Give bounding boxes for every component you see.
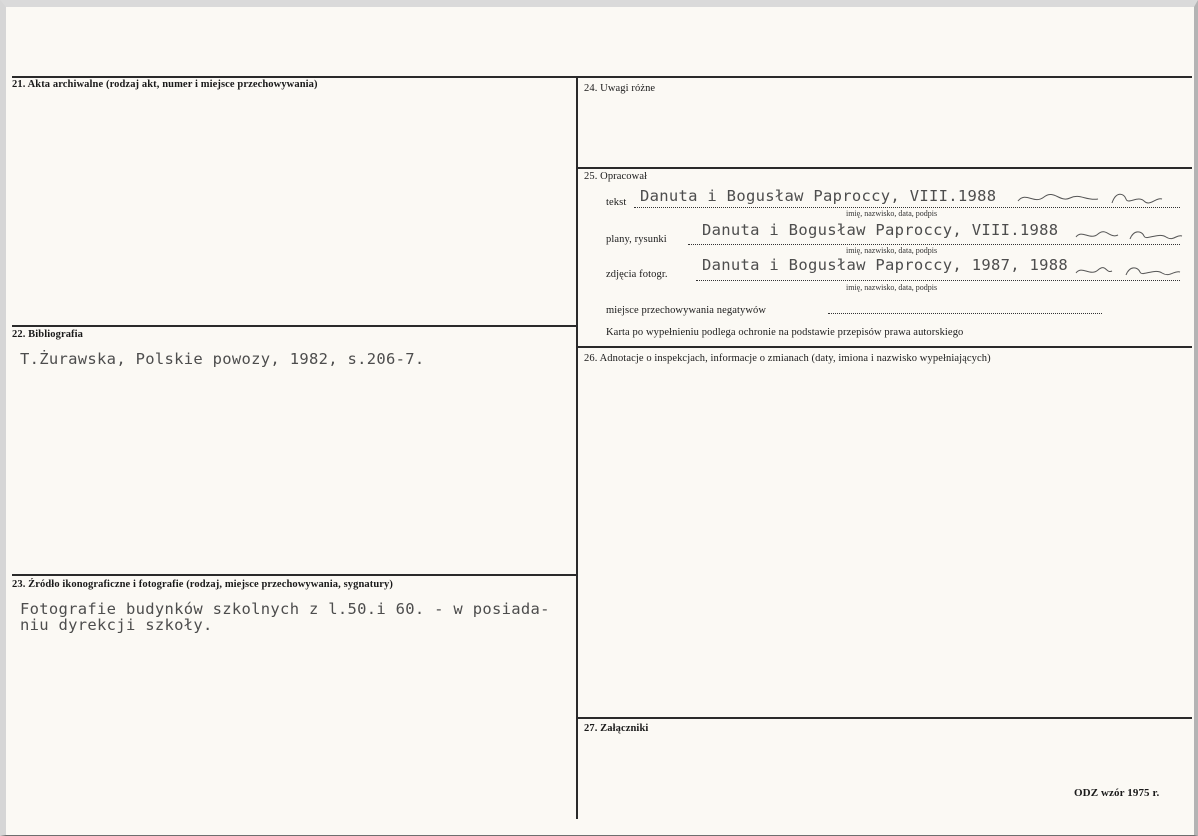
section-27-label: 27. Załączniki (584, 723, 649, 734)
zdjecia-value: Danuta i Bogusław Paproccy, 1987, 1988 (702, 256, 1069, 274)
signature-mark (1074, 263, 1184, 279)
section-22-label: 22. Bibliografia (12, 329, 84, 340)
negatywy-label: miejsce przechowywania negatywów (606, 305, 767, 316)
signature-mark (1074, 227, 1184, 243)
plany-line (688, 244, 1180, 245)
section-26-rule (578, 346, 1192, 348)
form-id: ODZ wzór 1975 r. (1074, 787, 1160, 799)
zdjecia-line (696, 280, 1180, 281)
top-rule (12, 76, 1192, 78)
zdjecia-hint: imię, nazwisko, data, podpis (846, 283, 938, 292)
tekst-value: Danuta i Bogusław Paproccy, VIII.1988 (640, 187, 997, 205)
section-25-rule (578, 167, 1192, 169)
zdjecia-label: zdjęcia fotogr. (606, 269, 668, 280)
plany-label: plany, rysunki (606, 234, 667, 245)
section-24-label: 24. Uwagi różne (584, 83, 656, 94)
negatywy-line (828, 313, 1102, 314)
plany-value: Danuta i Bogusław Paproccy, VIII.1988 (702, 221, 1059, 239)
tekst-hint: imię, nazwisko, data, podpis (846, 209, 938, 218)
section-23-label: 23. Źródło ikonograficzne i fotografie (rodzaj, miejsce przechowywania, sygnatury) (12, 579, 393, 590)
signature-mark (1016, 189, 1166, 207)
copyright-notice: Karta po wypełnieniu podlega ochronie na podstawie przepisów prawa autorskiego (606, 327, 964, 338)
section-25-label: 25. Opracował (584, 171, 648, 182)
section-26-label: 26. Adnotacje o inspekcjach, informacje o zmianach (daty, imiona i nazwisko wypełniających) (584, 353, 991, 364)
iconography-text-line2: niu dyrekcji szkoły. (20, 616, 213, 634)
section-23-rule (12, 574, 578, 576)
tekst-line (634, 207, 1180, 208)
section-22-rule (12, 325, 578, 327)
tekst-label: tekst (606, 197, 627, 208)
bibliography-text: T.Żurawska, Polskie powozy, 1982, s.206-7. (20, 350, 425, 368)
plany-hint: imię, nazwisko, data, podpis (846, 246, 938, 255)
section-21-label: 21. Akta archiwalne (rodzaj akt, numer i miejsce przechowywania) (12, 79, 318, 90)
column-divider (576, 76, 578, 819)
section-27-rule (578, 717, 1192, 719)
iconography-text-line1: Fotografie budynków szkolnych z l.50.i 60. - w posiada- (20, 600, 550, 618)
